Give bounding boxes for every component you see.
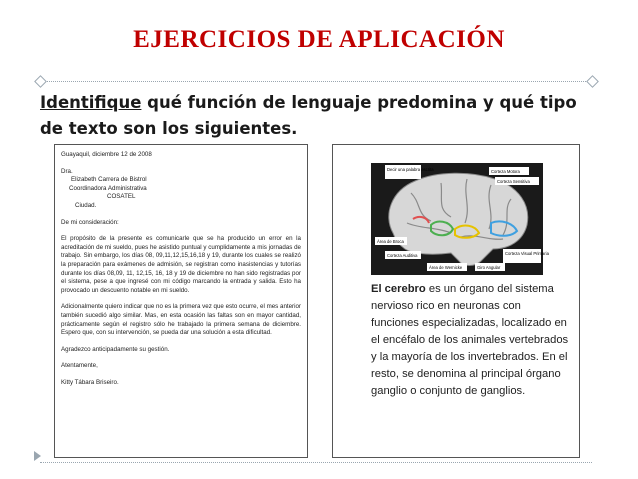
instruction-rest: qué función de lenguaje predomina y qué tipo de texto son los siguientes. (40, 93, 577, 138)
top-divider (40, 81, 592, 82)
divider-right-diamond (586, 75, 599, 88)
letter-date: Guayaquil, diciembre 12 de 2008 (61, 151, 152, 158)
brain-label-wernicke: Área de Wernicke (429, 265, 463, 270)
letter-paragraph-2: Adicionalmente quiero indicar que no es la primera vez que esto ocurre, el mes anterior también sucedió algo similar. Mas, en esta ocasión las faltas son en mayor cantidad, prácticamente según el registro sólo he trabajado la primera semana de diciembre. Espero que, con su intervención, se pueda dar una solución a esta dificultad. (61, 303, 301, 337)
letter-signature: Kitty Tábara Briseiro. (61, 378, 119, 386)
letter-recipient-org: COSATEL (107, 193, 136, 201)
slide-bullet-icon (34, 451, 41, 461)
brain-label-sensory: Corteza Sensitiva (497, 179, 530, 184)
letter-body (55, 145, 307, 387)
letter-city: Ciudad. (75, 201, 97, 209)
letter-closing: Atentamente, (61, 362, 98, 370)
brain-label-motor: Corteza Motora (491, 169, 520, 174)
divider-left-diamond (34, 75, 47, 88)
brain-label-write: Decir una palabra escrita (387, 167, 434, 172)
instruction-underlined: Identifique (40, 93, 142, 112)
brain-label-auditory: Corteza Auditiva (387, 253, 418, 258)
brain-definition: es un órgano del sistema nervioso rico en neuronas con funciones especializadas, localizado en el encéfalo de los animales vertebrados y la mayoría de los invertebrados. En el resto, se denomina al principal órgano ganglio o conjunto de ganglios. (371, 283, 569, 397)
letter-recipient-name: Elizabeth Carrera de Bistrol (71, 176, 147, 184)
brain-diagram-image (371, 163, 549, 275)
letter-thanks: Agradezco anticipadamente su gestión. (61, 345, 170, 353)
letter-address (61, 168, 301, 211)
letter-paragraph-1: El propósito de la presente es comunicarle que se ha producido un error en la acreditación de mi sueldo, pues he asistido puntual y cumplidamente a mis jornadas de trabajo. Sin embargo, los días 08, 09,11,12,15,16,18 y 19, durante los cuales se realizó la preparación para exámenes de admisión, se registran como inasistencias y tutorías durante los días 08,09, 11, 12,15, 16, 18 y 19 de diciembre no han sido registradas por el sistema, pese a que ingresé con mi código marcando la entrada y salida. Esto ha provocado un descuento notable en mi sueldo. (61, 235, 301, 294)
brain-term: El cerebro (371, 283, 426, 295)
brain-label-visual: Corteza Visual Primaria (505, 251, 549, 256)
bottom-divider (40, 462, 592, 463)
brain-label-angular: Giro Angular (477, 265, 501, 270)
letter-recipient-position: Coordinadora Administrativa (69, 184, 147, 192)
brain-panel (332, 144, 580, 458)
brain-description (371, 281, 571, 400)
brain-label-broca: Área de Broca (377, 239, 404, 244)
instruction-text (40, 90, 600, 142)
letter-salutation-title: Dra. (61, 167, 73, 175)
letter-panel (54, 144, 308, 458)
letter-greeting: De mi consideración: (61, 218, 119, 226)
slide-title: EJERCICIOS DE APLICACIÓN (133, 26, 505, 53)
